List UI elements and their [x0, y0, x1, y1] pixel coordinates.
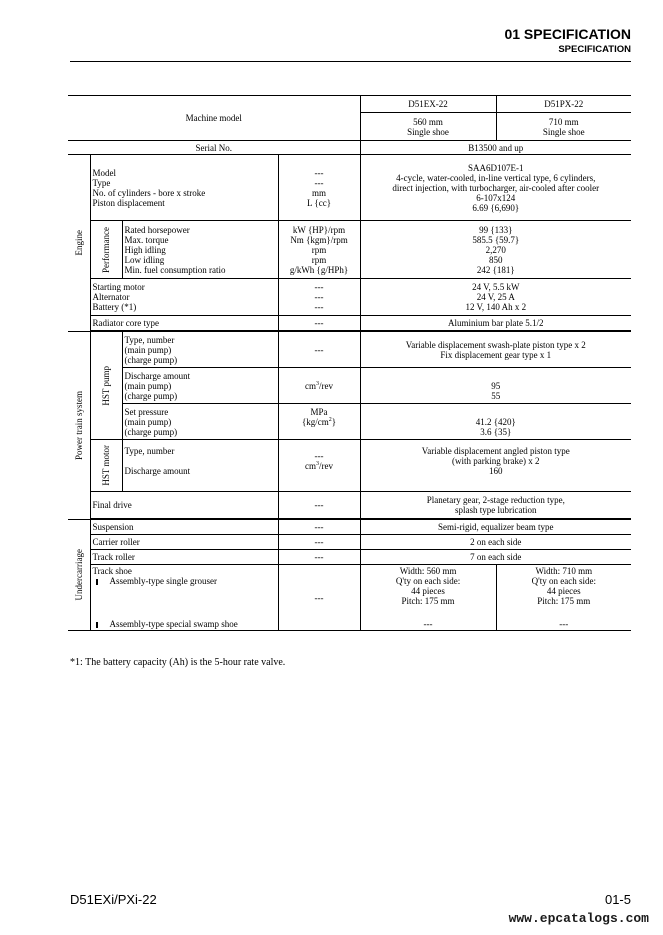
hst-pump-type-values: Variable displacement swash-plate piston type x 2 Fix displacement gear type x 1 — [360, 332, 631, 368]
chapter-title: 01 SPECIFICATION — [504, 26, 631, 42]
footer-model: D51EXi/PXi-22 — [70, 892, 157, 907]
hst-pump-type-unit: --- — [278, 332, 360, 368]
hst-pump-pressure-values: 41.2 {420} 3.6 {35} — [360, 404, 631, 440]
header-rule — [70, 61, 631, 62]
undercarriage-group: Undercarriage — [68, 520, 90, 631]
serial-value: B13500 and up — [360, 141, 631, 155]
performance-values: 99 {133} 585.5 {59.7} 2,270 850 242 {181} — [360, 221, 631, 279]
track-roller-value: 7 on each side — [360, 550, 631, 565]
track-shoe-px: Width: 710 mm Q'ty on each side: 44 pieces Pitch: 175 mm --- — [496, 565, 631, 631]
hst-motor-values: Variable displacement angled piston type (with parking brake) x 2 160 — [360, 440, 631, 492]
engine-items: Model Type No. of cylinders - bore x stroke Piston displacement — [90, 155, 278, 221]
carrier-roller-value: 2 on each side — [360, 535, 631, 550]
carrier-roller-row — [68, 535, 631, 550]
track-shoe-unit: --- — [278, 565, 360, 631]
serial-row — [68, 141, 631, 155]
watermark: www.epcatalogs.com — [508, 911, 649, 926]
electrical-row — [68, 279, 631, 316]
model-px-shoe: 710 mm Single shoe — [496, 113, 631, 141]
performance-units: kW {HP}/rpm Nm {kgm}/rpm rpm rpm g/kWh {g/HPh} — [278, 221, 360, 279]
engine-row — [68, 155, 631, 221]
electrical-units: --- --- --- — [278, 279, 360, 316]
track-roller-item: Track roller — [90, 550, 278, 565]
engine-units: --- --- mm L {cc} — [278, 155, 360, 221]
machine-model-label: Machine model — [68, 96, 360, 141]
electrical-items: Starting motor Alternator Battery (*1) — [90, 279, 278, 316]
hst-motor-group: HST motor — [90, 440, 122, 492]
engine-values: SAA6D107E-1 4-cycle, water-cooled, in-line vertical type, 6 cylinders, direct injection, with turbocharger, air-cooled after cooler 6-107x124 6.69 {6,690} — [360, 155, 631, 221]
hst-motor-units: --- $cm^3$/rev — [278, 440, 360, 492]
track-shoe-row — [68, 565, 631, 631]
radiator-unit: --- — [278, 316, 360, 331]
hst-motor-items: Type, number Discharge amount — [122, 440, 278, 492]
hst-pump-pressure-row — [68, 404, 631, 440]
carrier-roller-item: Carrier roller — [90, 535, 278, 550]
radiator-row — [68, 316, 631, 331]
final-drive-item: Final drive — [90, 492, 278, 519]
final-drive-unit: --- — [278, 492, 360, 519]
power-train-group: Power train system — [68, 332, 90, 520]
bullet-mark — [96, 622, 98, 628]
serial-label: Serial No. — [68, 141, 360, 155]
track-roller-row — [68, 550, 631, 565]
final-drive-row — [68, 492, 631, 519]
suspension-item: Suspension — [90, 520, 278, 535]
final-drive-values: Planetary gear, 2-stage reduction type, splash type lubrication — [360, 492, 631, 519]
hst-pump-discharge-unit: $cm^3$/rev — [278, 368, 360, 404]
performance-items: Rated horsepower Max. torque High idling Low idling Min. fuel consumption ratio — [122, 221, 278, 279]
hst-pump-discharge-values: 95 55 — [360, 368, 631, 404]
page-number: 01-5 — [604, 892, 631, 907]
specification-table — [68, 95, 631, 631]
radiator-value: Aluminium bar plate 5.1/2 — [360, 316, 631, 331]
hst-pump-pressure-unit: MPa $\{kg/cm^2\}$ — [278, 404, 360, 440]
hst-pump-type-items: Type, number (main pump) (charge pump) — [122, 332, 278, 368]
bullet-mark — [96, 579, 98, 585]
hst-pump-pressure-items: Set pressure (main pump) (charge pump) — [122, 404, 278, 440]
hst-pump-group: HST pump — [90, 332, 122, 440]
track-shoe-items: Track shoe Assembly-type single grouser Assembly-type special swamp shoe — [90, 565, 278, 631]
hst-pump-discharge-row — [68, 368, 631, 404]
performance-group: Performance — [90, 221, 122, 279]
model-ex-shoe: 560 mm Single shoe — [360, 113, 496, 141]
engine-group: Engine — [68, 155, 90, 332]
hst-pump-type-row — [68, 332, 631, 368]
performance-row — [68, 221, 631, 279]
battery-footnote: *1: The battery capacity (Ah) is the 5-hour rate valve. — [70, 657, 286, 668]
suspension-value: Semi-rigid, equalizer beam type — [360, 520, 631, 535]
model-px-name: D51PX-22 — [496, 96, 631, 113]
suspension-unit: --- — [278, 520, 360, 535]
header-row — [68, 96, 631, 113]
radiator-item: Radiator core type — [90, 316, 278, 331]
hst-motor-row — [68, 440, 631, 492]
track-shoe-ex: Width: 560 mm Q'ty on each side: 44 pieces Pitch: 175 mm --- — [360, 565, 496, 631]
hst-pump-discharge-items: Discharge amount (main pump) (charge pump) — [122, 368, 278, 404]
model-ex-name: D51EX-22 — [360, 96, 496, 113]
carrier-roller-unit: --- — [278, 535, 360, 550]
track-roller-unit: --- — [278, 550, 360, 565]
section-title: SPECIFICATION — [558, 44, 631, 55]
electrical-values: 24 V, 5.5 kW 24 V, 25 A 12 V, 140 Ah x 2 — [360, 279, 631, 316]
suspension-row — [68, 520, 631, 535]
